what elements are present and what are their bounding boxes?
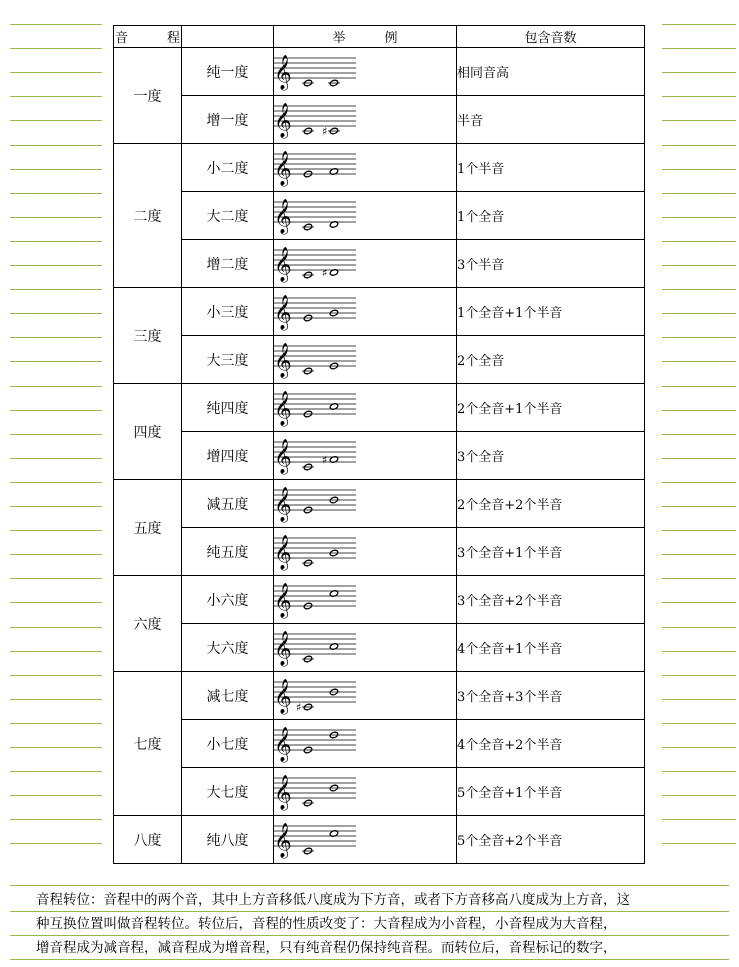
interval-name: 纯一度 [182, 48, 274, 96]
interval-example [274, 816, 457, 864]
table-row [114, 288, 645, 336]
ruled-line [10, 554, 102, 555]
semitone-count: 4个全音+2个半音 [457, 720, 645, 768]
ruled-line [662, 482, 736, 483]
interval-group-label: 六度 [114, 576, 182, 672]
semitone-count: 半音 [457, 96, 645, 144]
ruled-line [662, 120, 736, 121]
interval-group-label: 四度 [114, 384, 182, 480]
table-row [114, 768, 645, 816]
ruled-line [10, 361, 102, 362]
music-staff [274, 818, 356, 862]
interval-name: 大六度 [182, 624, 274, 672]
ruled-line [662, 578, 736, 579]
interval-group-label: 七度 [114, 672, 182, 816]
interval-example [274, 192, 457, 240]
paragraph-rule [10, 935, 729, 936]
semitone-count: 3个全音+1个半音 [457, 528, 645, 576]
table-row [114, 192, 645, 240]
semitone-count: 5个全音+1个半音 [457, 768, 645, 816]
ruled-line [662, 675, 736, 676]
treble-clef-icon: 𝄞 [274, 582, 292, 618]
music-staff [274, 722, 356, 766]
treble-clef-icon: 𝄞 [274, 54, 292, 90]
treble-clef-icon: 𝄞 [274, 390, 292, 426]
table-row [114, 432, 645, 480]
treble-clef-icon: 𝄞 [274, 102, 292, 138]
ruled-line [10, 337, 102, 338]
ruled-line [662, 72, 736, 73]
ruled-line [10, 699, 102, 700]
treble-clef-icon: 𝄞 [274, 678, 292, 714]
table-row [114, 240, 645, 288]
interval-name: 小六度 [182, 576, 274, 624]
sharp-icon: ♯ [322, 453, 328, 466]
semitone-count: 3个半音 [457, 240, 645, 288]
interval-example [274, 96, 457, 144]
treble-clef-icon: 𝄞 [274, 150, 292, 186]
treble-clef-icon: 𝄞 [274, 198, 292, 234]
music-staff [274, 290, 356, 334]
ruled-line [10, 193, 102, 194]
ruled-line [10, 627, 102, 628]
ruled-line [10, 434, 102, 435]
interval-group-label: 二度 [114, 144, 182, 288]
inversion-paragraph [36, 888, 736, 960]
semitone-count: 1个全音 [457, 192, 645, 240]
ruled-line [662, 651, 736, 652]
interval-name: 大三度 [182, 336, 274, 384]
interval-name: 纯四度 [182, 384, 274, 432]
table-row [114, 672, 645, 720]
interval-name: 大七度 [182, 768, 274, 816]
table-row [114, 624, 645, 672]
paragraph-rule [10, 959, 729, 960]
ruled-line [10, 120, 102, 121]
ruled-line [662, 193, 736, 194]
ruled-line [10, 747, 102, 748]
treble-clef-icon: 𝄞 [274, 294, 292, 330]
interval-example [274, 432, 457, 480]
table-row [114, 816, 645, 864]
ruled-line [662, 24, 736, 25]
music-staff [274, 674, 356, 718]
header-semitones: 包含音数 [457, 26, 645, 48]
header-interval-spacer [182, 26, 274, 48]
interval-example [274, 240, 457, 288]
interval-name: 减七度 [182, 672, 274, 720]
interval-name: 减五度 [182, 480, 274, 528]
interval-example [274, 480, 457, 528]
paragraph-line: 增音程成为减音程，减音程成为增音程，只有纯音程仍保持纯音程。而转位后，音程标记的数字， [36, 940, 617, 956]
table-row [114, 384, 645, 432]
table-header-row [114, 26, 645, 48]
sharp-icon: ♯ [322, 266, 328, 279]
interval-example [274, 144, 457, 192]
ruled-line [10, 96, 102, 97]
interval-example [274, 288, 457, 336]
semitone-count: 相同音高 [457, 48, 645, 96]
ruled-line [662, 410, 736, 411]
ruled-line [662, 627, 736, 628]
ruled-line [662, 819, 736, 820]
interval-example [274, 576, 457, 624]
ruled-line [662, 554, 736, 555]
header-interval: 音 程 [114, 26, 182, 48]
ruled-line [662, 434, 736, 435]
ruled-line [662, 771, 736, 772]
ruled-line [10, 651, 102, 652]
paragraph-rule [10, 911, 729, 912]
ruled-line [10, 145, 102, 146]
ruled-line [10, 313, 102, 314]
music-staff [274, 50, 356, 94]
interval-group-label: 八度 [114, 816, 182, 864]
ruled-line [662, 843, 736, 844]
ruled-line [662, 795, 736, 796]
ruled-line [662, 265, 736, 266]
treble-clef-icon: 𝄞 [274, 726, 292, 762]
ruled-line [10, 241, 102, 242]
music-staff [274, 626, 356, 670]
semitone-count: 3个全音+2个半音 [457, 576, 645, 624]
table-row [114, 48, 645, 96]
ruled-line [662, 241, 736, 242]
table-row [114, 576, 645, 624]
ruled-line [662, 723, 736, 724]
interval-name: 纯五度 [182, 528, 274, 576]
ruled-line [10, 24, 102, 25]
ruled-line [662, 530, 736, 531]
interval-name: 小二度 [182, 144, 274, 192]
music-staff [274, 98, 356, 142]
ruled-line [662, 458, 736, 459]
ruled-line [10, 217, 102, 218]
interval-name: 小七度 [182, 720, 274, 768]
ruled-line [10, 602, 102, 603]
music-staff [274, 386, 356, 430]
ruled-line [662, 96, 736, 97]
interval-name: 增四度 [182, 432, 274, 480]
music-staff [274, 194, 356, 238]
interval-name: 小三度 [182, 288, 274, 336]
semitone-count: 4个全音+1个半音 [457, 624, 645, 672]
interval-example [274, 720, 457, 768]
ruled-line [662, 145, 736, 146]
table-row [114, 528, 645, 576]
ruled-line [10, 265, 102, 266]
music-staff [274, 530, 356, 574]
treble-clef-icon: 𝄞 [274, 342, 292, 378]
ruled-line [662, 361, 736, 362]
paragraph-line: 种互换位置叫做音程转位。转位后，音程的性质改变了：大音程成为小音程，小音程成为大音程， [36, 916, 617, 932]
treble-clef-icon: 𝄞 [274, 774, 292, 810]
ruled-line [662, 747, 736, 748]
music-staff [274, 242, 356, 286]
ruled-line [10, 386, 102, 387]
ruled-line [10, 410, 102, 411]
interval-example [274, 528, 457, 576]
ruled-line [10, 72, 102, 73]
ruled-line [10, 578, 102, 579]
sharp-icon: ♯ [296, 700, 302, 714]
ruled-line [662, 337, 736, 338]
paragraph-line: 音程转位：音程中的两个音，其中上方音移低八度成为下方音，或者下方音移高八度成为上方音，这 [36, 892, 630, 908]
semitone-count: 2个全音+1个半音 [457, 384, 645, 432]
ruled-line [662, 386, 736, 387]
music-staff [274, 578, 356, 622]
header-example: 举 例 [274, 26, 457, 48]
treble-clef-icon: 𝄞 [274, 822, 292, 858]
ruled-line [10, 482, 102, 483]
ruled-line [10, 795, 102, 796]
table-row [114, 96, 645, 144]
ruled-line [10, 48, 102, 49]
interval-group-label: 一度 [114, 48, 182, 144]
interval-name: 增二度 [182, 240, 274, 288]
music-staff [274, 146, 356, 190]
ruled-line [662, 169, 736, 170]
ruled-line [662, 217, 736, 218]
paragraph-top-rule [10, 885, 729, 886]
treble-clef-icon: 𝄞 [274, 534, 292, 570]
interval-name: 增一度 [182, 96, 274, 144]
ruled-line [10, 843, 102, 844]
ruled-line [10, 675, 102, 676]
ruled-line [662, 699, 736, 700]
table-row [114, 720, 645, 768]
treble-clef-icon: 𝄞 [274, 246, 292, 282]
interval-table [113, 25, 645, 864]
ruled-line [10, 819, 102, 820]
ruled-line [662, 506, 736, 507]
ruled-line [10, 458, 102, 459]
semitone-count: 3个全音+3个半音 [457, 672, 645, 720]
music-staff [274, 770, 356, 814]
interval-example [274, 48, 457, 96]
semitone-count: 1个全音+1个半音 [457, 288, 645, 336]
music-staff [274, 482, 356, 526]
semitone-count: 3个全音 [457, 432, 645, 480]
music-staff [274, 338, 356, 382]
ruled-line [10, 169, 102, 170]
interval-example [274, 768, 457, 816]
ruled-line [10, 771, 102, 772]
semitone-count: 2个全音 [457, 336, 645, 384]
treble-clef-icon: 𝄞 [274, 438, 292, 474]
semitone-count: 5个全音+2个半音 [457, 816, 645, 864]
table-row [114, 336, 645, 384]
interval-example [274, 384, 457, 432]
ruled-line [662, 313, 736, 314]
interval-example [274, 672, 457, 720]
treble-clef-icon: 𝄞 [274, 630, 292, 666]
semitone-count: 1个半音 [457, 144, 645, 192]
music-staff [274, 434, 356, 478]
semitone-count: 2个全音+2个半音 [457, 480, 645, 528]
interval-group-label: 三度 [114, 288, 182, 384]
ruled-line [662, 602, 736, 603]
ruled-line [10, 506, 102, 507]
table-row [114, 144, 645, 192]
interval-example [274, 624, 457, 672]
interval-name: 大二度 [182, 192, 274, 240]
interval-example [274, 336, 457, 384]
ruled-line [10, 289, 102, 290]
treble-clef-icon: 𝄞 [274, 486, 292, 522]
interval-name: 纯八度 [182, 816, 274, 864]
ruled-line [662, 48, 736, 49]
ruled-line [10, 530, 102, 531]
ruled-line [10, 723, 102, 724]
table-row [114, 480, 645, 528]
ruled-line [662, 289, 736, 290]
sharp-icon: ♯ [322, 124, 328, 138]
interval-group-label: 五度 [114, 480, 182, 576]
